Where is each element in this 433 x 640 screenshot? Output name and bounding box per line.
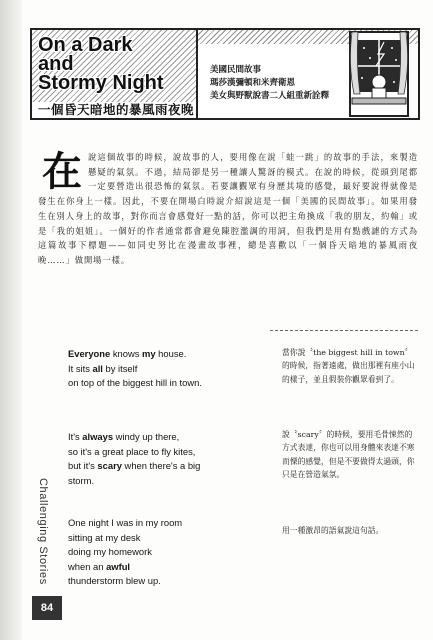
page-binding-edge bbox=[0, 0, 22, 640]
intro-paragraph bbox=[38, 150, 418, 268]
poem-text: but it's bbox=[68, 460, 98, 472]
emphasis-word: awful bbox=[106, 560, 131, 572]
credit-line: 美國民間故事 bbox=[210, 65, 262, 75]
credit-line: 美女與野獸說書二人組重新詮釋 bbox=[210, 91, 330, 101]
poem-text: when an bbox=[68, 560, 107, 572]
credit-line: 瑪莎漢彌頓和米齊衛恩 bbox=[210, 78, 296, 88]
story-title bbox=[38, 36, 164, 93]
note-scary: 說〝scary〞的時候，要用毛骨悚然的方式表達，你也可以用身體來表達不寒而慄的感覺，但是不要做得太過頭，你只是在營造氣氛。 bbox=[282, 430, 415, 479]
poem-stanza-2 bbox=[68, 430, 200, 488]
title-line-2: and bbox=[38, 53, 74, 75]
poem-text: It's bbox=[68, 431, 83, 442]
chinese-title: 一個昏天暗地的暴風雨夜晚 bbox=[38, 102, 195, 117]
drop-cap: 在 bbox=[42, 148, 82, 195]
page-number: 84 bbox=[32, 596, 62, 620]
poem-line: One night I was in my room bbox=[68, 517, 183, 528]
poem-line: storm. bbox=[68, 474, 95, 486]
poem-text: house. bbox=[155, 348, 187, 359]
intro-text: 說這個故事的時候，說故事的人，要用像在說「蛙一跳」的故事的手法，來製造懸疑的氣氛。不過，結局卻是另一種讓人驚訝的模式。在說的時候，從頭到尾都一定要營造出很恐怖的氣氛。若要讓觀眾有身歷其境的感覺，最好要說得就像是發生在你身上一樣。因此，不要在開場白時說介紹說這是一個「美國的民間故事」。如果用發生在別人身上的故事，對你而言會感覺好一點的話，你可以把主角換成「我的朋友，約翰」或是「我的姐姐」。一個好的作者通常都會避免陳腔濫調的用詞，但我們是用有點戲謔的方式為這篇故事下標題——如同史努比在漫畫故事裡，總是喜歡以「一個昏天暗地的暴風雨夜晚……」做開場一樣。 bbox=[38, 152, 418, 265]
poem-text: windy up there, bbox=[113, 431, 180, 442]
poem-stanza-3 bbox=[68, 516, 182, 589]
poem-text: It sits bbox=[68, 362, 93, 374]
poem-line: so it's a great place to fly kites, bbox=[68, 445, 196, 457]
emphasis-word: always bbox=[82, 431, 114, 442]
poem-line bbox=[68, 347, 202, 362]
note-awful: 用一種激昂的語氣說這句話。 bbox=[282, 526, 384, 535]
notes-divider bbox=[270, 330, 418, 331]
poem-text: by itself bbox=[102, 362, 138, 374]
title-line-1: On a Dark bbox=[38, 34, 133, 56]
poem-line bbox=[68, 459, 200, 474]
poem-stanza-1 bbox=[68, 347, 202, 391]
poem-line bbox=[68, 560, 182, 575]
emphasis-word: Everyone bbox=[68, 348, 111, 359]
poem-line: sitting at my desk bbox=[68, 531, 141, 543]
poem-line bbox=[68, 430, 200, 445]
poem-line: on top of the biggest hill in town. bbox=[68, 377, 202, 389]
emphasis-word: scary bbox=[97, 460, 122, 472]
emphasis-word: all bbox=[92, 362, 103, 374]
poem-line bbox=[68, 362, 202, 377]
credits-block bbox=[210, 64, 329, 103]
title-box bbox=[30, 28, 198, 120]
note-biggest-hill: 當你說〝the biggest hill in town〞的時候，指著遠處，做出那裡有座小山的樣子，並且假裝你觀眾看到了。 bbox=[282, 348, 415, 384]
stormy-window-illustration bbox=[344, 24, 414, 124]
section-side-label bbox=[37, 478, 49, 590]
poem-line: doing my homework bbox=[68, 546, 152, 558]
emphasis-word: my bbox=[142, 348, 156, 359]
title-line-3: Stormy Night bbox=[38, 72, 164, 94]
poem-text: knows bbox=[110, 348, 143, 359]
poem-line: thunderstorm blew up. bbox=[68, 575, 161, 587]
side-label-text: Challenging Stories bbox=[37, 478, 49, 585]
poem-text: when there's a big bbox=[121, 460, 201, 472]
